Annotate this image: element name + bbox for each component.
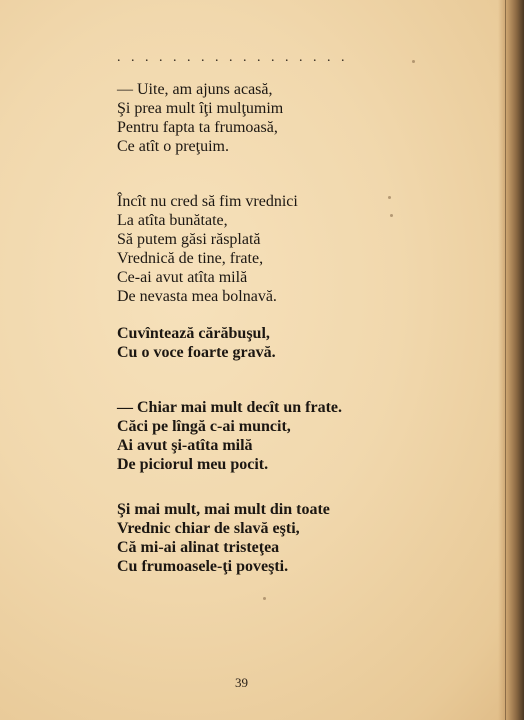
poem-stanza-3 bbox=[117, 324, 276, 362]
poem-stanza-4 bbox=[117, 398, 342, 474]
poem-line: Vrednică de tine, frate, bbox=[117, 250, 264, 267]
poem-line: De nevasta mea bolnavă. bbox=[117, 288, 277, 305]
page-number: 39 bbox=[235, 675, 248, 690]
poem-line: La atîta bunătate, bbox=[117, 212, 228, 229]
paper-speck bbox=[390, 214, 393, 217]
poem-line: Cuvîntează cărăbuşul, bbox=[117, 325, 270, 342]
poem-line: Pentru fapta ta frumoasă, bbox=[117, 119, 278, 136]
poem-line: Ai avut şi-atîta milă bbox=[117, 437, 253, 454]
poem-line: Încît nu cred să fim vrednici bbox=[117, 193, 298, 210]
poem-line: Cu frumoasele-ţi poveşti. bbox=[117, 558, 289, 575]
poem-stanza-1 bbox=[117, 80, 283, 156]
poem-line: Cu o voce foarte gravă. bbox=[117, 344, 276, 361]
poem-line: Ce-ai avut atîta milă bbox=[117, 269, 248, 286]
poem-line: De piciorul meu pocit. bbox=[117, 456, 269, 473]
poem-line: Şi prea mult îţi mulţumim bbox=[117, 100, 284, 117]
poem-line: Că mi-ai alinat tristeţea bbox=[117, 539, 280, 556]
poem-line: Ce atît o preţuim. bbox=[117, 138, 229, 155]
poem-line: Şi mai mult, mai mult din toate bbox=[117, 501, 330, 518]
poem-stanza-5 bbox=[117, 500, 330, 576]
poem-line: Căci pe lîngă c-ai muncit, bbox=[117, 418, 291, 435]
poem-line: Să putem găsi răsplată bbox=[117, 231, 261, 248]
paper-speck bbox=[388, 196, 391, 199]
page-edge-line bbox=[505, 0, 506, 720]
poem-line: Vrednic chiar de slavă eşti, bbox=[117, 520, 300, 537]
poem-line: — Chiar mai mult decît un frate. bbox=[117, 399, 343, 416]
book-spine-shadow bbox=[498, 0, 524, 720]
paper-speck bbox=[412, 60, 415, 63]
poem-stanza-2 bbox=[117, 192, 298, 306]
poem-line: — Uite, am ajuns acasă, bbox=[117, 81, 273, 98]
paper-speck bbox=[263, 597, 266, 600]
section-ornament-dots: . . . . . . . . . . . . . . . . . bbox=[117, 50, 348, 65]
